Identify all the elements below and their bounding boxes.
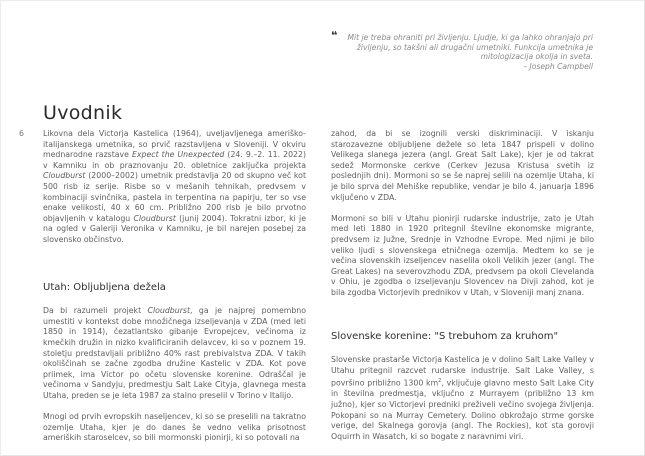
text-run: (junij 2004). Tokratni izbor, ki je na ogled v Galeriji Veronika v Kamniku, je bil narejen posebej za slovensko občinstvo. <box>43 213 306 244</box>
text-run: Da bi razumeli projekt <box>43 306 148 316</box>
epigraph-text: Mit je treba ohraniti pri življenju. Ljudje, ki ga lahko ohranjajo pri življenju, so takšni ali drugačni umetniki. Funkcija umetnika je mitologizacija okolja in sveta. <box>347 33 593 62</box>
exhibition-title: Expect the Unexpected <box>132 150 225 160</box>
project-title: Cloudburst <box>147 306 191 316</box>
paragraph-mormons: zahod, da bi se izognili verski diskriminaciji. V iskanju starozavezne obljubljene dežele so leta 1847 prispeli v dolino Velikega slanega jezera (angl. Great Salt Lake), kjer je od takrat sedež Mormonske cerkve (Cerkev Jezusa Kristusa svetih iz poslednjih dni). Mormoni so se še naprej selili na ozemlje Utaha, ki je bilo sprva del Mehiške republike, vendar je bilo 4. januarja 1896 vključeno v ZDA. <box>331 129 594 202</box>
catalogue-title: Cloudburst <box>133 213 176 223</box>
superscript: 2 <box>438 378 442 385</box>
section-heading-roots: Slovenske korenine: "S trebuhom za kruhom" <box>331 331 559 343</box>
section-heading-utah: Utah: Obljubljena dežela <box>43 282 166 294</box>
quote-icon: ❝ <box>331 29 337 42</box>
paragraph-ancestors <box>331 355 594 442</box>
text-run: Likovna dela Victorja Kastelica (1964), uveljavljenega ameriško-italijanskega umetnika, so prvič razstavljena v Sloveniji. V okviru mednarodne razstave <box>43 129 306 160</box>
epigraph-quote <box>331 29 593 71</box>
text-run: Slovenske prastarše Victorja Kastelica je v dolino Salt Lake Valley v Utahu pritegnil razcvet rudarske industrije. Salt Lake Valley, s površino približno 1300 km <box>331 355 594 388</box>
paragraph-mining: Mormoni so bili v Utahu pionirji rudarske industrije, zato je Utah med leti 1880 in 1920 pritegnil številne ekonomske migrante, predvsem iz Južne, Srednje in Vzhodne Evrope. Med njimi je bilo veliko ljudi s slovenskega etničnega ozemlja. Medtem ko se je večina slovenskih izseljencev naselila okoli Velikih jezer (angl. The Great Lakes) na severovzhodu ZDA, predvsem pa okoli Clevelanda v Ohiu, je zgodba o izseljevanju Slovencev na Divji zahod, kot je bila zgodba Victorjevih prednikov v Utah, v Sloveniji manj znana. <box>331 213 594 297</box>
page-title: Uvodnik <box>43 101 123 124</box>
paragraph-intro <box>43 129 306 246</box>
project-title: Cloudburst <box>43 171 86 181</box>
text-run: , vključuje glavno mesto Salt Lake City in številna predmestja, vključno z Murrayem (približno 13 km južno), kjer so Victorjevi predniki preživeli večino svojega življenja. Pokopani so na Murray Cemetery. Dolino obkrožajo strme gorske verige, del Skalnega gorovja (angl. The Rockies), kot sta gorovji Oquirrh in Wasatch, ki so bogate z naravnimi viri. <box>331 378 594 441</box>
paragraph-utah-context <box>43 306 306 401</box>
text-run: (2000–2002) umetnik predstavlja 20 od skupno več kot 500 risb iz serije. Risbe so v mešanih tehnikah, predvsem v kombinaciji svinčnika, pastela in terpentina na papirju, ter so vse enake velikosti, 40 x 60 cm. Približno 200 risb je bilo prvotno objavljenih v katalogu <box>43 171 306 223</box>
text-run: (24. 9.–2. 11. 2022) v Kamniku in ob praznovanju 20. obletnice zaključka projekta <box>43 150 307 170</box>
page-number: 6 <box>19 129 24 138</box>
epigraph-author: – Joseph Campbell <box>523 61 593 71</box>
left-column <box>43 129 306 454</box>
right-column <box>331 129 594 453</box>
text-run: , ga je najprej pomembno umestiti v kontekst dobe množičnega izseljevanja v ZDA (med leti 1850 in 1914), čezatlantsko gibanje Evropejcev, večinoma iz kmečkih družin in nizko kvalificiranih delavcev, ki so v poznem 19. stoletju predstavljali približno 40% rast prebivalstva ZDA. V takih okoliščinah se začne zgodba družine Kastelic v ZDA. Kot pove priimek, ima Victor po očetu slovenske korenine. Odraščal je večinoma v Sandyju, predmestju Salt Lake Cityja, glavnega mesta Utaha, preden se je leta 1987 za stalno preselil v Torino v Italijo. <box>43 306 306 400</box>
paragraph-settlers: Mnogi od prvih evropskih naseljencev, ki so se preselili na takratno ozemlje Utaha, kjer je do danes še vedno velika prisotnost ameriških staroselcev, so bili mormonski pionirji, ki so potovali na <box>43 412 306 443</box>
